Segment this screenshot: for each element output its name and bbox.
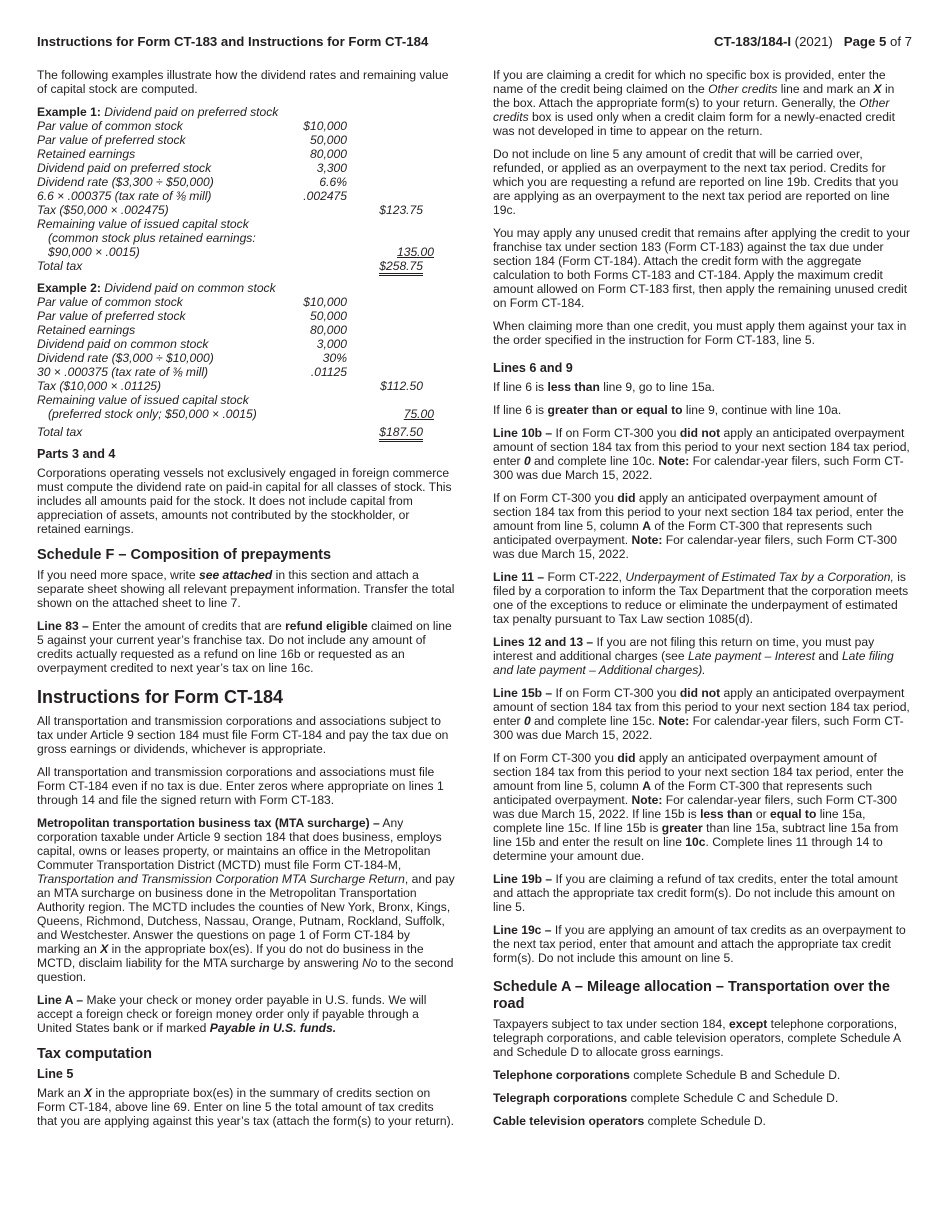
left-column: [37, 68, 455, 1137]
table-row: Dividend rate ($3,000 ÷ $10,000) 30%: [37, 351, 347, 365]
table-row: $90,000 × .0015) 135.00: [48, 245, 434, 259]
ct-184-paragraph-2: All transportation and transmission corporations and associations must file Form CT-184 even if no tax is due. Enter zeros where appropriate on lines 1 through 14 and file the signed return with Form CT-183.: [37, 765, 444, 807]
carryover-paragraph: Do not include on line 5 any amount of credit that will be carried over, refunded, or applied as an overpayment to the next tax period. Credits for which you are requesting a refund are reported on line 19b. Credits that you are applying as an overpayment to the next tax period are reported on line 19c.: [493, 147, 899, 217]
table-row: Dividend rate ($3,300 ÷ $50,000) 6.6%: [37, 175, 347, 189]
line-19c-paragraph: Line 19c – If you are applying an amount of tax credits as an overpayment to the next tax period, enter that amount and attach the appropriate tax credit form(s). Do not include this amount on line 5.: [493, 923, 906, 965]
tax-computation-heading: Tax computation: [37, 1046, 152, 1062]
line-19b-paragraph: Line 19b – If you are claiming a refund of tax credits, enter the total amount and attach the appropriate tax credit form(s). Do not include this amount on line 5.: [493, 872, 898, 914]
telegraph-paragraph: Telegraph corporations complete Schedule C and Schedule D.: [493, 1091, 839, 1105]
credit-order-paragraph: When claiming more than one credit, you must apply them against your tax in the order specified in the instruction for Form CT-183, line 5.: [493, 319, 907, 347]
table-row: Par value of preferred stock 50,000: [37, 309, 347, 323]
line-10b-paragraph-2: If on Form CT-300 you did apply an anticipated overpayment amount of section 184 tax from this period to your next section 184 tax period, enter the amount from line 5, column A of the Form CT-300 that represents such anticipated overpayment. Note: For calendar-year filers, such Form CT-300 was due March 15, 2022.: [493, 491, 904, 561]
table-row: Remaining value of issued capital stock: [37, 393, 249, 407]
other-credits-paragraph: If you are claiming a credit for which no specific box is provided, enter the name of the credit being claimed on the Other credits line and mark an X in the box. Attach the appropriate form(s) to your return. Generally, the Other credits box is used only when a credit claim form for a newly-enacted credit was not developed in time to appear on the return.: [493, 68, 895, 138]
table-row: (common stock plus retained earnings:: [48, 231, 256, 245]
table-row: Par value of preferred stock 50,000: [37, 133, 347, 147]
mta-surcharge-paragraph: Metropolitan transportation business tax (MTA surcharge) – Any corporation taxable under Article 9 section 184 that does business, employs capital, owns or leases property, or maintains an office in the Metropolitan Commuter Transportation District (MCTD) must file Form CT-184-M, Transportation and Transmission Corporation MTA Surcharge Return, and pay an MTA surcharge on business done in the Metropolitan Transportation Authority region. The MCTD includes the counties of New York, Bronx, Kings, Queens, Richmond, Dutchess, Nassau, Orange, Putnam, Rockland, Suffolk, and Westchester. Answer the questions on page 1 of Form CT-184 by marking an X in the appropriate box(es). If you do not do business in the MCTD, disclaim liability for the MTA surcharge by answering No to the second question.: [37, 816, 455, 984]
table-row: Retained earnings 80,000: [37, 147, 347, 161]
table-row: Dividend paid on preferred stock 3,300: [37, 161, 347, 175]
parts-3-4-text: Corporations operating vessels not exclusively engaged in foreign commerce must compute the dividend rate on paid-in capital for all classes of stock. This includes all amounts paid for the stock. It does not include capital from appreciation of assets, amounts not contributed by the stockholder, or retained earnings.: [37, 466, 452, 536]
schedule-a-heading: Schedule A – Mileage allocation – Transportation over the road: [493, 979, 890, 1012]
cable-paragraph: Cable television operators complete Schedule D.: [493, 1114, 766, 1128]
schedule-f-paragraph-1: If you need more space, write see attached in this section and attach a separate sheet showing all relevant prepayment information. Transfer the total shown on the attached sheet to line 7.: [37, 568, 455, 610]
lines-6-9-paragraph-2: If line 6 is greater than or equal to line 9, continue with line 10a.: [493, 403, 842, 417]
example-1-rows: [37, 119, 455, 273]
table-row: Tax ($10,000 × .01125) $112.50: [37, 379, 423, 393]
line-15b-paragraph: Line 15b – If on Form CT-300 you did not apply an anticipated overpayment amount of section 184 tax from this period to your next section 184 tax period, enter 0 and complete line 15c. Note: For calendar-year filers, such Form CT-300 was due March 15, 2022.: [493, 686, 910, 742]
total-row: Total tax $258.75: [37, 259, 455, 273]
schedule-f-heading: Schedule F – Composition of prepayments: [37, 547, 332, 563]
table-row: Remaining value of issued capital stock: [37, 217, 249, 231]
ct-184-heading: Instructions for Form CT-184: [37, 687, 284, 707]
parts-3-4-heading: Parts 3 and 4: [37, 447, 116, 461]
table-row: 6.6 × .000375 (tax rate of ⅜ mill) .002475: [37, 189, 347, 203]
table-row: Tax ($50,000 × .002475) $123.75: [37, 203, 423, 217]
right-column: [493, 68, 913, 1137]
table-row: (preferred stock only; $50,000 × .0015) 75.00: [48, 407, 434, 421]
line-5-paragraph: Mark an X in the appropriate box(es) in the summary of credits section on Form CT-184, above line 69. Enter on line 5 the total amount of tax credits that you are applying against this year’s tax (attach the form(s) to your return).: [37, 1086, 454, 1128]
line-83-paragraph: Line 83 – Enter the amount of credits that are refund eligible claimed on line 5 against your current year’s franchise tax. Do not include any amount of credits actually requested as a refund on line 16b or requested as an overpayment credited to next year’s tax on line 16c.: [37, 619, 452, 675]
intro-paragraph: The following examples illustrate how the dividend rates and remaining value of capital stock are computed.: [37, 68, 449, 96]
lines-12-13-paragraph: Lines 12 and 13 – If you are not filing this return on time, you must pay interest and additional charges (see Late payment – Interest and Late filing and late payment – Additional charges).: [493, 635, 894, 677]
total-row: Total tax $187.50: [37, 425, 455, 439]
table-row: Retained earnings 80,000: [37, 323, 347, 337]
lines-6-9-paragraph-1: If line 6 is less than line 9, go to line 15a.: [493, 380, 715, 394]
line-10b-paragraph: Line 10b – If on Form CT-300 you did not apply an anticipated overpayment amount of section 184 tax from this period to your next section 184 tax period, enter 0 and complete line 10c. Note: For calendar-year filers, such Form CT-300 was due March 15, 2022.: [493, 426, 910, 482]
line-15b-paragraph-2: If on Form CT-300 you did apply an anticipated overpayment amount of section 184 tax from this period to your next section 184 tax period, enter the amount from line 5, column A of the Form CT-300 that represents such anticipated overpayment. Note: For calendar-year filers, such Form CT-300 was due March 15, 2022. If line 15b is less than or equal to line 15a, complete line 15c. If line 15b is greater than line 15a, subtract line 15a from line 15b and enter the result on line 10c. Complete lines 11 through 14 to determine your amount due.: [493, 751, 904, 863]
lines-6-9-heading: Lines 6 and 9: [493, 361, 573, 375]
ct-184-paragraph-1: All transportation and transmission corporations and associations subject to tax under Article 9 section 184 must file Form CT-184 and pay the tax due on gross earnings or dividends, whichever is appropriate.: [37, 714, 449, 756]
line-11-paragraph: Line 11 – Form CT-222, Underpayment of Estimated Tax by a Corporation, is filed by a corporation to inform the Tax Department that the corporation meets one of the exceptions to reduce or eliminate the underpayment of estimated tax penalty pursuant to Tax Law section 1085(d).: [493, 570, 909, 626]
unused-credit-paragraph: You may apply any unused credit that remains after applying the credit to your franchise tax under section 183 (Form CT-183) against the tax due under section 184 (Form CT-184). Attach the credit form with the aggregate calculation to both Forms CT-183 and CT-184. Apply the maximum credit amount allowed on Form CT-183 first, then apply the remaining unused credit on Form CT-184.: [493, 226, 911, 310]
table-row: Par value of common stock $10,000: [37, 295, 347, 309]
table-row: Dividend paid on common stock 3,000: [37, 337, 347, 351]
table-row: Par value of common stock $10,000: [37, 119, 347, 133]
header-title: Instructions for Form CT-183 and Instructions for Form CT-184: [37, 34, 429, 49]
line-a-paragraph: Line A – Make your check or money order payable in U.S. funds. We will accept a foreign check or foreign money order only if payable through a United States bank or if marked Payable in U.S. funds.: [37, 993, 427, 1035]
example-1-heading: Example 1: Dividend paid on preferred stock: [37, 105, 279, 119]
page-header: [37, 35, 912, 53]
schedule-a-paragraph: Taxpayers subject to tax under section 184, except telephone corporations, telegraph corporations, and cable television operators, complete Schedule A and Schedule D to allocate gross earnings.: [493, 1017, 901, 1059]
example-2: [37, 281, 455, 439]
line-5-subheading: Line 5: [37, 1067, 74, 1081]
example-2-rows: [37, 295, 455, 439]
example-2-heading: Example 2: Dividend paid on common stock: [37, 281, 276, 295]
table-row: 30 × .000375 (tax rate of ⅜ mill) .01125: [37, 365, 347, 379]
example-1: [37, 105, 455, 273]
telephone-paragraph: Telephone corporations complete Schedule B and Schedule D.: [493, 1068, 841, 1082]
header-page-info: CT-183/184-I (2021) Page 5 of 7: [714, 34, 912, 49]
